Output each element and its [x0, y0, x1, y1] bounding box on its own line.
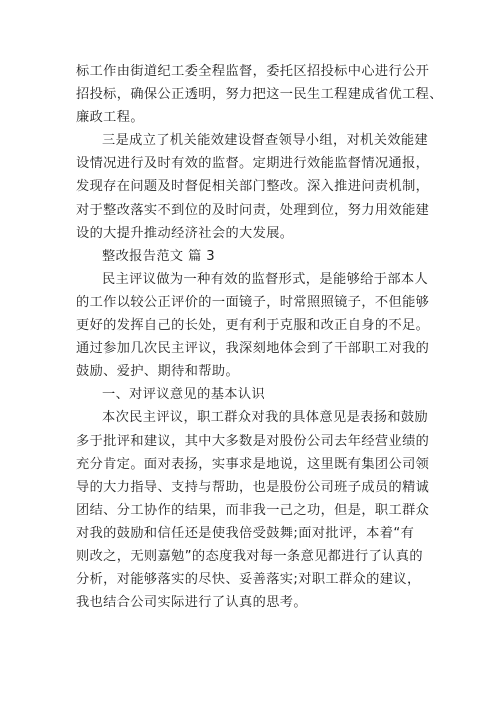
- text-line: 充分肯定。面对表扬，实事求是地说，这里既有集团公司领: [76, 456, 430, 472]
- document-body: [76, 60, 443, 614]
- text-line: 分析，对能够落实的尽快、妥善落实;对职工群众的建议，: [76, 572, 421, 588]
- text-line: 设的大提升推动经济社会的大发展。: [76, 225, 294, 241]
- text-line: 廉政工程。: [76, 110, 144, 126]
- text-line: 通过参加几次民主评议，我深刻地体会到了干部职工对我的: [76, 341, 430, 357]
- text-line: 发现存在问题及时督促相关部门整改。深入推进问责机制，: [76, 179, 430, 195]
- text-line: 更好的发挥自己的长处，更有利于克服和改正自身的不足。: [76, 318, 430, 334]
- text-line: 则改之，无则嘉勉”的态度我对每一条意见都进行了认真的: [76, 548, 423, 564]
- text-line: 民主评议做为一种有效的监督形式，是能够给于部本人: [102, 271, 429, 287]
- text-line: 多于批评和建议，其中大多数是对股份公司去年经营业绩的: [76, 433, 430, 449]
- text-line: 导的大力指导、支持与帮助，也是股份公司班子成员的精诚: [76, 479, 430, 495]
- text-line: 我也结合公司实际进行了认真的思考。: [76, 595, 307, 611]
- text-line: 本次民主评议，职工群众对我的具体意见是表扬和鼓励: [102, 410, 429, 426]
- text-line: 一、对评议意见的基本认识: [102, 387, 266, 403]
- text-line: 团结、分工协作的结果，而非我一己之功，但是，职工群众: [76, 502, 430, 518]
- text-line: 三是成立了机关能效建设督查领导小组，对机关效能建: [102, 133, 429, 149]
- text-line: 鼓励、爱护、期待和帮助。: [76, 364, 240, 380]
- text-line: 的工作以较公正评价的一面镜子，时常照照镜子，不但能够: [76, 294, 430, 310]
- text-line: 招投标，确保公正透明，努力把这一民生工程建成省优工程、: [76, 87, 443, 103]
- text-line: 对我的鼓励和信任还是使我倍受鼓舞;面对批评，本着“有: [76, 525, 415, 541]
- text-line: 标工作由街道纪工委全程监督，委托区招投标中心进行公开: [76, 64, 430, 79]
- text-line: 对于整改落实不到位的及时问责，处理到位，努力用效能建: [76, 202, 430, 218]
- text-line: 设情况进行及时有效的监督。定期进行效能监督情况通报，: [76, 156, 430, 172]
- text-line: 整改报告范文 篇 3: [102, 248, 216, 264]
